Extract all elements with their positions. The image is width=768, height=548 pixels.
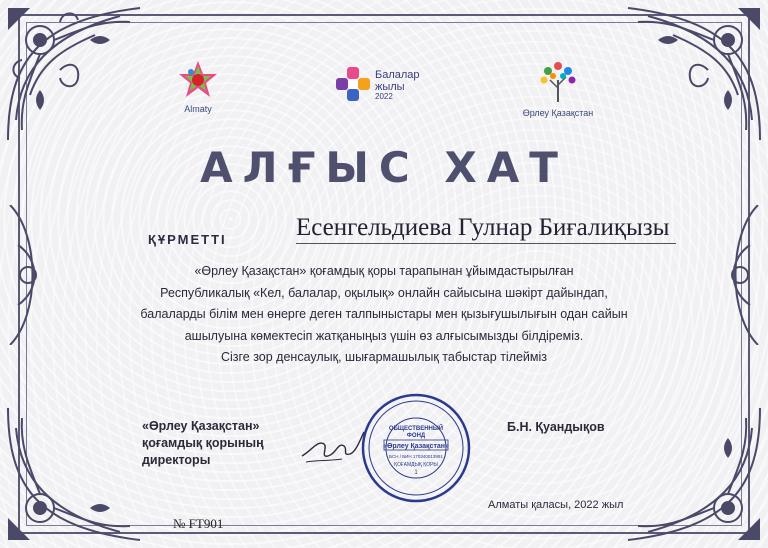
balalar-line1: Балалар <box>375 69 420 81</box>
orleu-tree-logo-icon <box>536 58 580 102</box>
almaty-caption: Almaty <box>184 104 212 114</box>
corner-ornament-icon <box>0 398 150 548</box>
orleu-logo <box>518 58 598 118</box>
stamp-org-name: «Өрлеу Қазақстан» <box>383 443 449 450</box>
side-ornament-icon <box>0 205 70 345</box>
organization-stamp <box>360 392 472 504</box>
body-text <box>90 261 678 369</box>
org-line: қоғамдық қорының <box>142 436 264 450</box>
body-line: балаларды білім мен өнерге деген талпыныстары мен қызығушылығын одан сайын <box>140 307 628 321</box>
organization-title <box>142 418 264 469</box>
orleu-caption: Өрлеу Қазақстан <box>522 108 594 118</box>
stamp-bin: БСН / БИН 170340013991 <box>389 454 443 459</box>
body-line: Республикалық «Кел, балалар, оқылық» онлайн сайысына шәкірт дайындап, <box>160 285 608 300</box>
corner-ornament-icon <box>0 0 150 150</box>
stamp-number: 1 <box>414 470 418 476</box>
certificate-number: № FT901 <box>173 516 224 531</box>
balalar-year: 2022 <box>375 92 393 102</box>
balalar-line2: жылы <box>375 80 405 93</box>
body-line: «Өрлеу Қазақстан» қоғамдық қоры тарапынан ұйымдастырылған <box>194 264 574 278</box>
name-underline <box>296 243 676 244</box>
side-ornament-icon <box>698 205 768 345</box>
corner-ornament-icon <box>618 398 768 548</box>
body-line: Сізге зор денсаулық, шығармашылық табыстар тілейміз <box>220 350 548 364</box>
balalar-flower-logo-icon <box>335 66 371 102</box>
respected-label: ҚҰРМЕТТІ <box>148 232 227 247</box>
certificate-title: АЛҒЫС ХАТ <box>200 143 568 192</box>
body-line: ашылуына көмектесіп жатқаныңыз үшін өз алғысымызды білдіреміз. <box>184 328 584 343</box>
stamp-line1: ОБЩЕСТВЕННЫЙ <box>388 426 444 432</box>
director-name: Б.Н. Қуандықов <box>507 420 605 434</box>
corner-ornament-icon <box>618 0 768 150</box>
stamp-line2: ФОНД <box>406 433 426 439</box>
stamp-bottom: ҚОҒАМДЫҚ ҚОРЫ <box>394 462 438 468</box>
org-line: директоры <box>142 453 211 467</box>
signature-icon <box>298 420 368 468</box>
almaty-star-logo-icon <box>178 60 218 98</box>
recipient-name: Есенгельдиева Гулнар Биғалиқызы <box>296 214 670 241</box>
almaty-logo <box>168 60 228 114</box>
city-year: Алматы қаласы, 2022 жыл <box>488 499 624 511</box>
org-line: «Өрлеу Қазақстан» <box>142 419 260 433</box>
